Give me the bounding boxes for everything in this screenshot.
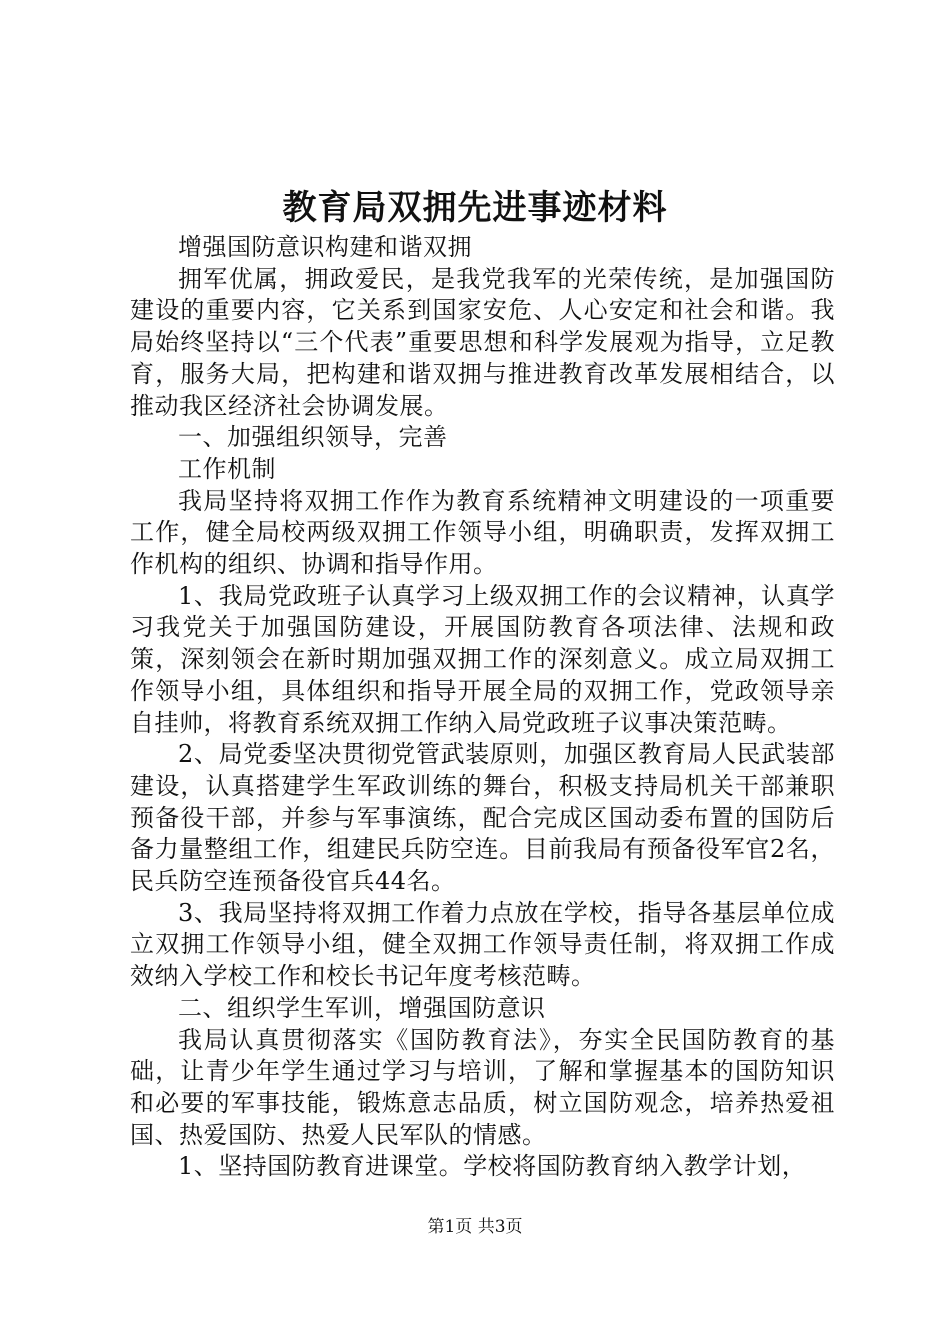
paragraph-subtitle: 增强国防意识构建和谐双拥 <box>178 233 472 261</box>
paragraph-intro: 拥军优属，拥政爱民，是我党我军的光荣传统，是加强国防建设的重要内容，它关系到国家安危、人心安定和社会和谐。我局始终坚持以“三个代表”重要思想和科学发展观为指导，立足教育，服务大局，把构建和谐双拥与推进教育改革发展相结合，以推动我区经济社会协调发展。 <box>130 264 835 420</box>
paragraph: 2、局党委坚决贯彻党管武装原则，加强区教育局人民武装部建设，认真搭建学生军政训练的舞台，积极支持局机关干部兼职预备役干部，并参与军事演练，配合完成区国动委布置的国防后备力量整组工作，组建民兵防空连。目前我局有预备役军官2名，民兵防空连预备役官兵44名。 <box>130 740 835 896</box>
section-heading-1-cont: 工作机制 <box>178 454 276 483</box>
paragraph: 1、坚持国防教育进课堂。学校将国防教育纳入教学计划， <box>178 1152 807 1181</box>
document-body <box>130 232 835 1183</box>
section-heading-1: 一、加强组织领导，完善 <box>178 423 448 452</box>
paragraph: 我局认真贯彻落实《国防教育法》，夯实全民国防教育的基础，让青少年学生通过学习与培训，了解和掌握基本的国防知识和必要的军事技能，锻炼意志品质，树立国防观念，培养热爱祖国、热爱国防、热爱人民军队的情感。 <box>130 1025 835 1149</box>
page-footer: 第1页 共3页 <box>427 1217 523 1237</box>
paragraph: 1、我局党政班子认真学习上级双拥工作的会议精神，认真学习我党关于加强国防建设，开展国防教育各项法律、法规和政策，深刻领会在新时期加强双拥工作的深刻意义。成立局双拥工作领导小组，具体组织和指导开展全局的双拥工作，党政领导亲自挂帅，将教育系统双拥工作纳入局党政班子议事决策范畴。 <box>130 581 835 737</box>
section-heading-2: 二、组织学生军训，增强国防意识 <box>178 993 546 1022</box>
document-title: 教育局双拥先进事迹材料 <box>282 188 668 228</box>
paragraph: 我局坚持将双拥工作作为教育系统精神文明建设的一项重要工作，健全局校两级双拥工作领导小组，明确职责，发挥双拥工作机构的组织、协调和指导作用。 <box>130 486 835 579</box>
paragraph: 3、我局坚持将双拥工作着力点放在学校，指导各基层单位成立双拥工作领导小组，健全双拥工作领导责任制，将双拥工作成效纳入学校工作和校长书记年度考核范畴。 <box>130 898 835 991</box>
